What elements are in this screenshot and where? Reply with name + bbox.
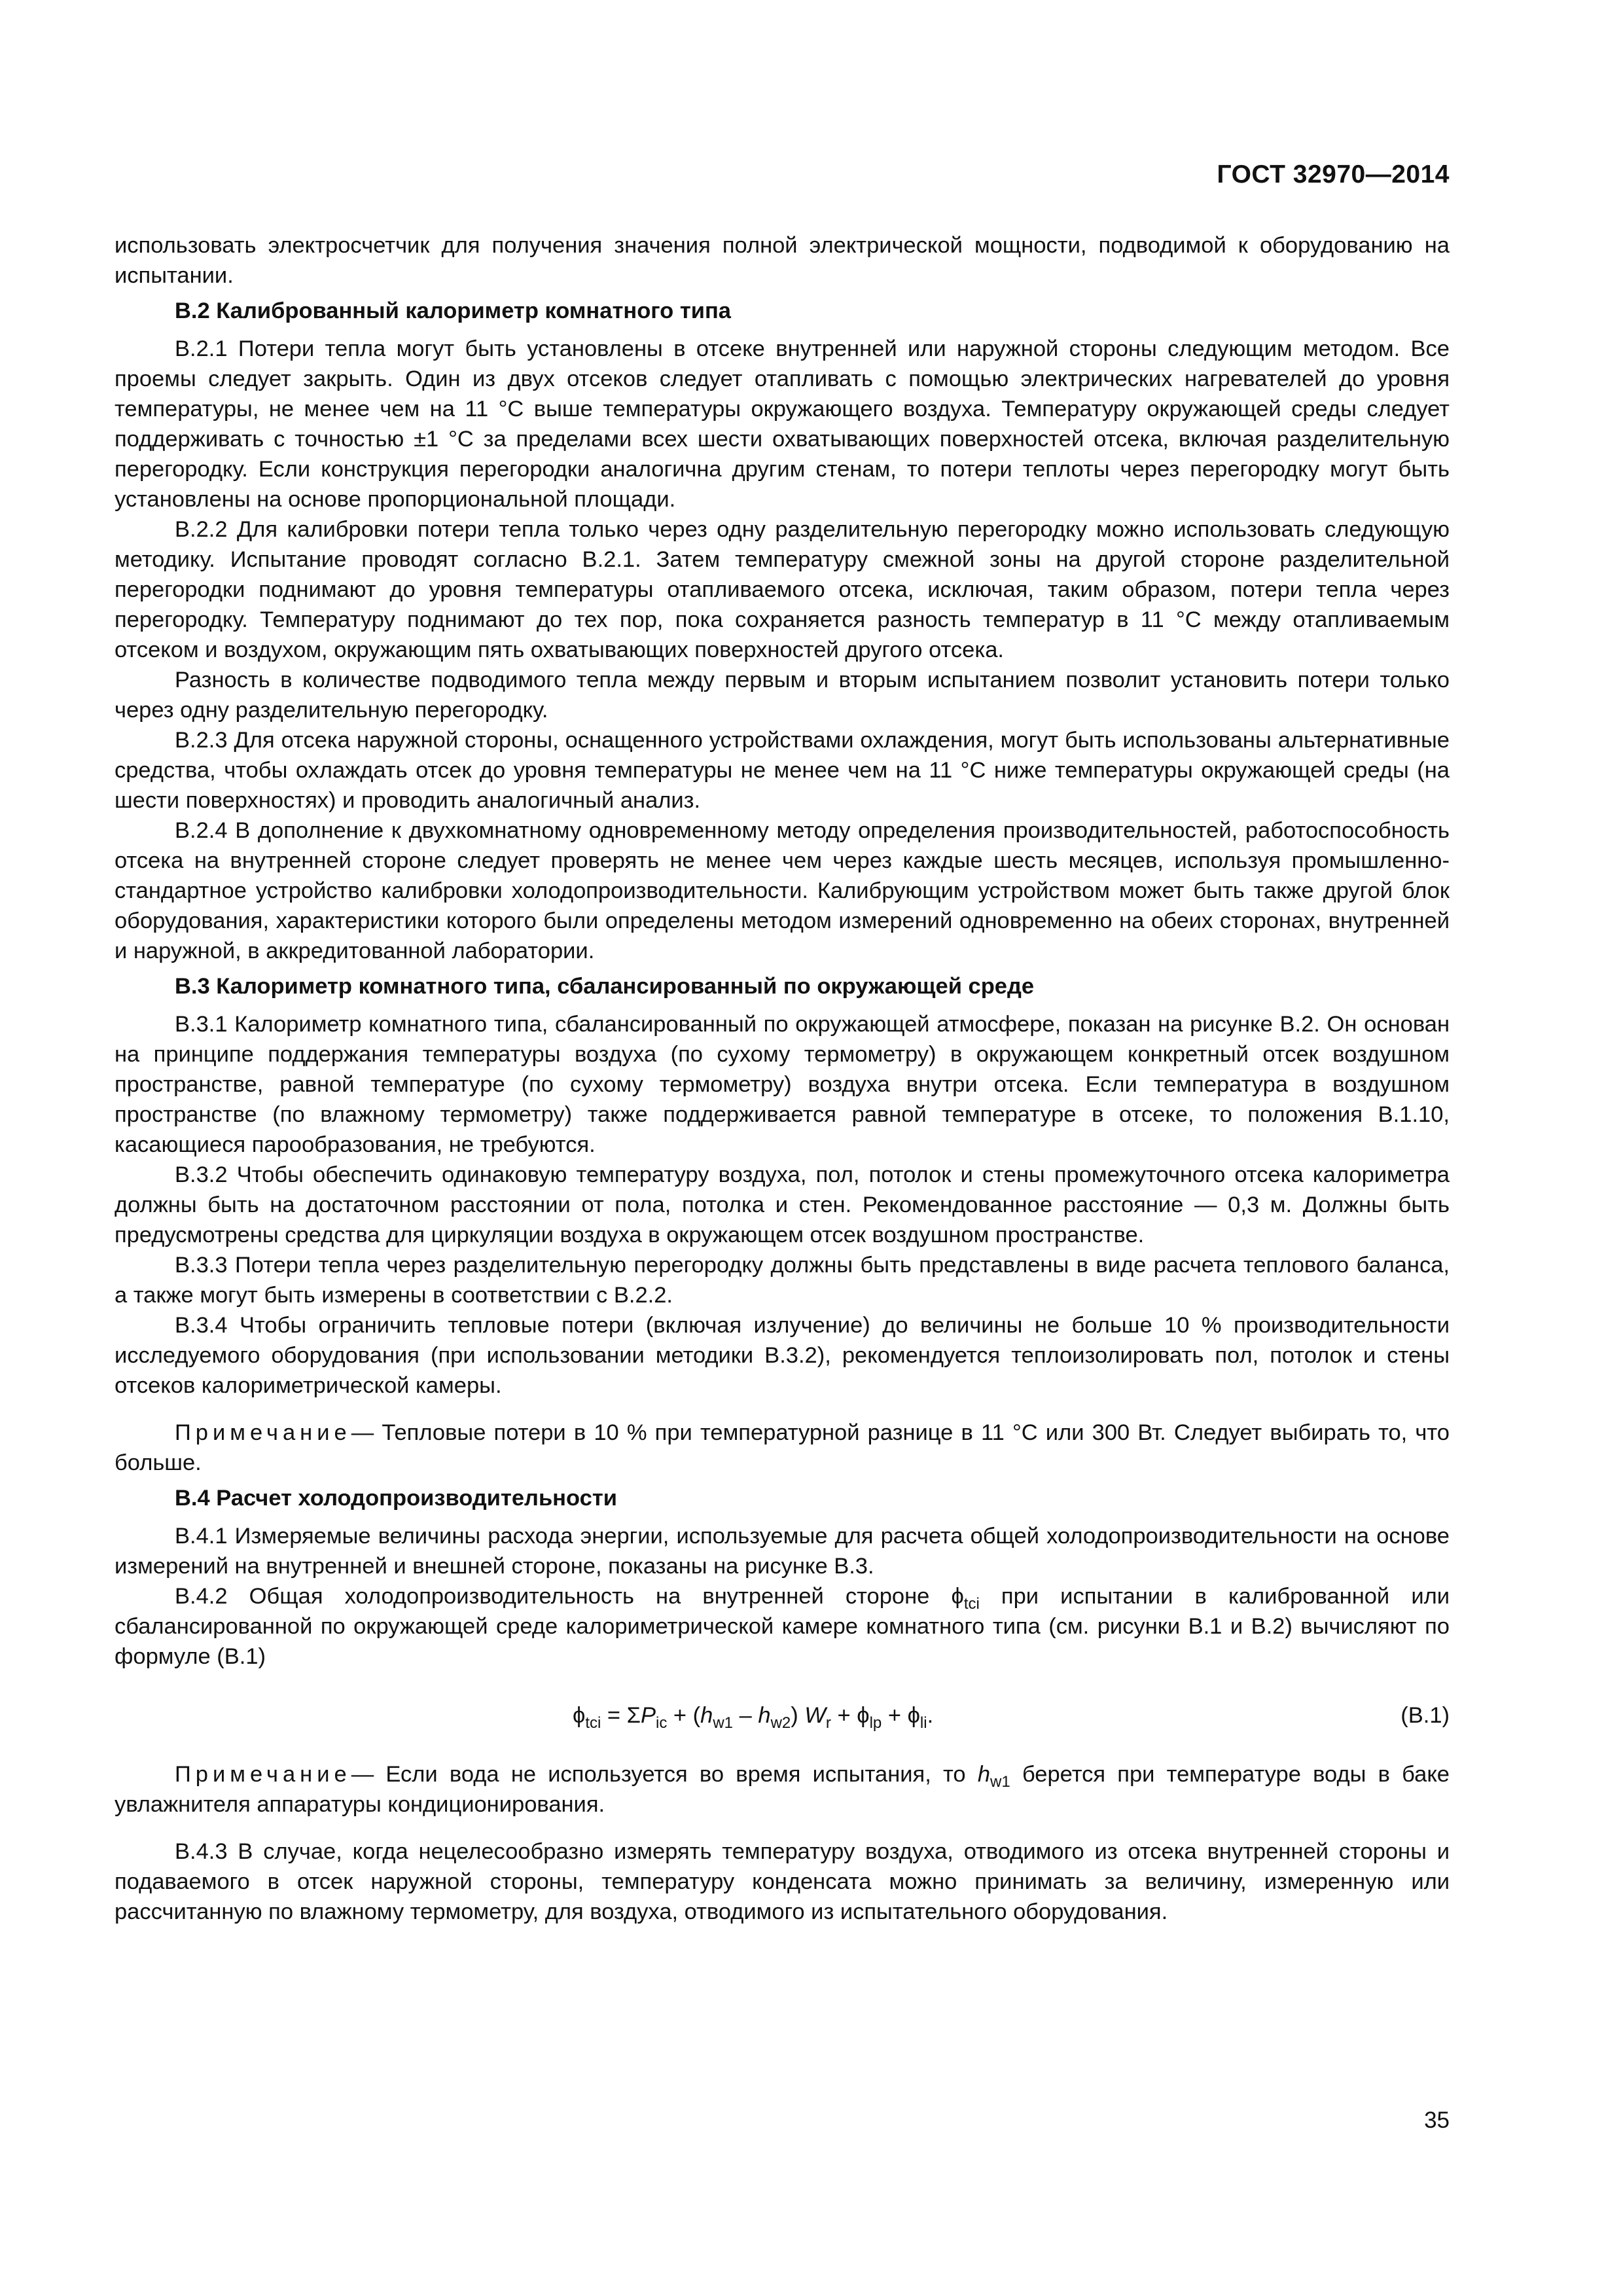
formula-w: ) W [791,1703,826,1728]
note-2-start: — Если вода не используется во время испытания, то [351,1762,978,1787]
paragraph-b21: В.2.1 Потери тепла могут быть установлены в отсеке внутренней или наружной стороны следующим методом. Все проемы следует закрыть. Один из двух отсеков следует отапливать с помощью электрических нагревателей до уровня температуры, не менее чем на 11 °С выше температуры окружающего воздуха. Температуру окружающей среды следует поддерживать с точностью ±1 °С за пределами всех шести охватывающих поверхностей отсека, включая разделительную перегородку. Если конструкция перегородки аналогична другим стенам, то потери теплоты через перегородку могут быть установлены на основе пропорциональной площади. [115,336,1450,512]
section-heading-b4: В.4 Расчет холодопроизводительности [175,1486,617,1511]
formula-phi: ϕ [573,1703,586,1728]
paragraph-b23: В.2.3 Для отсека наружной стороны, оснащенного устройствами охлаждения, могут быть использованы альтернативные средства, чтобы охлаждать отсек до уровня температуры не менее чем на 11 °С ниже температуры окружающей среды (на шести поверхностях) и проводить аналогичный анализ. [115,728,1450,813]
paragraph-b41: В.4.1 Измеряемые величины расхода энергии, используемые для расчета общей холодопроизводительности на основе измерений на внутренней и внешней стороне, показаны на рисунке В.3. [115,1524,1450,1579]
formula-sub-ic: ic [656,1714,668,1732]
formula-phi-li: + ϕ [882,1703,920,1728]
paragraph-b22: В.2.2 Для калибровки потери тепла только через одну разделительную перегородку можно использовать следующую методику. Испытание проводят согласно В.2.1. Затем температуру смежной зоны на другой стороне разделительной перегородки поднимают до уровня температуры отапливаемого отсека, исключая, таким образом, потери тепла через перегородку. Температуру поднимают до тех пор, пока сохраняется разность температур в 11 °С между отапливаемым отсеком и воздухом, окружающим пять охватывающих поверхностей другого отсека. [115,517,1450,662]
paragraph-b43: В.4.3 В случае, когда нецелесообразно измерять температуру воздуха, отводимого из отсека внутренней стороны и подаваемого в отсек наружной стороны, температуру конденсата можно принимать за величину, измеренную или рассчитанную по влажному термометру, для воздуха, отводимого из испытательного оборудования. [115,1839,1450,1924]
formula-sub-lp: lp [869,1714,882,1732]
formula-sub-w1: w1 [713,1714,734,1732]
paragraph-b42 [115,1581,1450,1672]
note-label: Примечание [175,1762,351,1787]
formula-end: . [927,1703,934,1728]
paragraph-b24: В.2.4 В дополнение к двухкомнатному одновременному методу определения производительностей, работоспособность отсека на внутренней стороне следует проверять не менее чем через каждые шесть месяцев, используя промышленно-стандартное устройство калибровки холодопроизводительности. Калибрующим устройством может быть также другой блок оборудования, характеристики которого были определены методом измерений одновременно на обеих сторонах, внутренней и наружной, в аккредитованной лаборатории. [115,818,1450,963]
paragraph-b42-end: при испытании в калиброванной или сбалансированной по окружающей среде калориметрической камере комнатного типа (см. рисунки В.1 и В.2) вычисляют по формуле (В.1) [115,1584,1450,1669]
document-page [115,0,1450,2296]
note-2 [115,1759,1450,1820]
note-2-h-variable: h [977,1762,991,1787]
formula-sub-tci: tci [585,1714,601,1732]
paragraph-b31: В.3.1 Калориметр комнатного типа, сбалансированный по окружающей атмосфере, показан на рисунке В.2. Он основан на принципе поддержания температуры воздуха (по сухому термометру) в окружающем конкретный отсек воздушном пространстве, равной температуре (по сухому термометру) воздуха внутри отсека. Если температура в воздушном пространстве (по влажному термометру) также поддерживается равной температуре в отсеке, то положения В.1.10, касающиеся парообразования, не требуются. [115,1012,1450,1157]
phi-symbol: ϕ [951,1584,964,1609]
paragraph-b33: В.3.3 Потери тепла через разделительную перегородку должны быть представлены в виде расчета теплового баланса, а также могут быть измерены в соответствии с В.2.2. [115,1253,1450,1308]
formula-sub-w2: w2 [770,1714,791,1732]
formula-h1: + (h [667,1703,713,1728]
note-text: — Тепловые потери в 10 % при температурной разнице в 11 °С или 300 Вт. Следует выбирать то, что больше. [115,1420,1450,1475]
formula-number: (В.1) [1400,1703,1450,1728]
section-heading-b2: В.2 Калиброванный калориметр комнатного типа [175,298,731,323]
note-label: Примечание [175,1420,351,1445]
formula-sum: = ΣP [601,1703,656,1728]
formula-sub-r: r [825,1714,831,1732]
formula-sub-li: li [919,1714,927,1732]
paragraph-continuation: использовать электросчетчик для получения значения полной электрической мощности, подводимой к оборудованию на испытании. [115,233,1450,288]
phi-subscript: tci [963,1595,980,1613]
formula-phi-lp: + ϕ [830,1703,870,1728]
paragraph-b32: В.3.2 Чтобы обеспечить одинаковую температуру воздуха, пол, потолок и стены промежуточного отсека калориметра должны быть на достаточном расстоянии от пола, потолка и стен. Рекомендованное расстояние — 0,3 м. Должны быть предусмотрены средства для циркуляции воздуха в окружающем отсек воздушном пространстве. [115,1162,1450,1247]
paragraph-difference: Разность в количестве подводимого тепла между первым и вторым испытанием позволит установить потери только через одну разделительную перегородку. [115,668,1450,723]
note-2-end: берется при температуре воды в баке увлажнителя аппаратуры кондиционирования. [115,1762,1450,1817]
document-body [115,230,1450,1927]
section-heading-b3: В.3 Калориметр комнатного типа, сбалансированный по окружающей среде [175,974,1035,999]
formula-h2: – h [733,1703,771,1728]
page-number: 35 [1424,2108,1450,2133]
paragraph-b34: В.3.4 Чтобы ограничить тепловые потери (включая излучение) до величины не больше 10 % производительности исследуемого оборудования (при использовании методики В.3.2), рекомендуется теплоизолировать пол, потолок и стены отсеков калориметрической камеры. [115,1313,1450,1398]
formula-b1 [115,1698,1450,1737]
note-2-subscript: w1 [990,1773,1010,1791]
standard-header: ГОСТ 32970—2014 [1217,160,1450,188]
formula-expression [573,1700,933,1731]
paragraph-b42-start: В.4.2 Общая холодопроизводительность на внутренней стороне [175,1584,952,1609]
note-1 [115,1418,1450,1478]
